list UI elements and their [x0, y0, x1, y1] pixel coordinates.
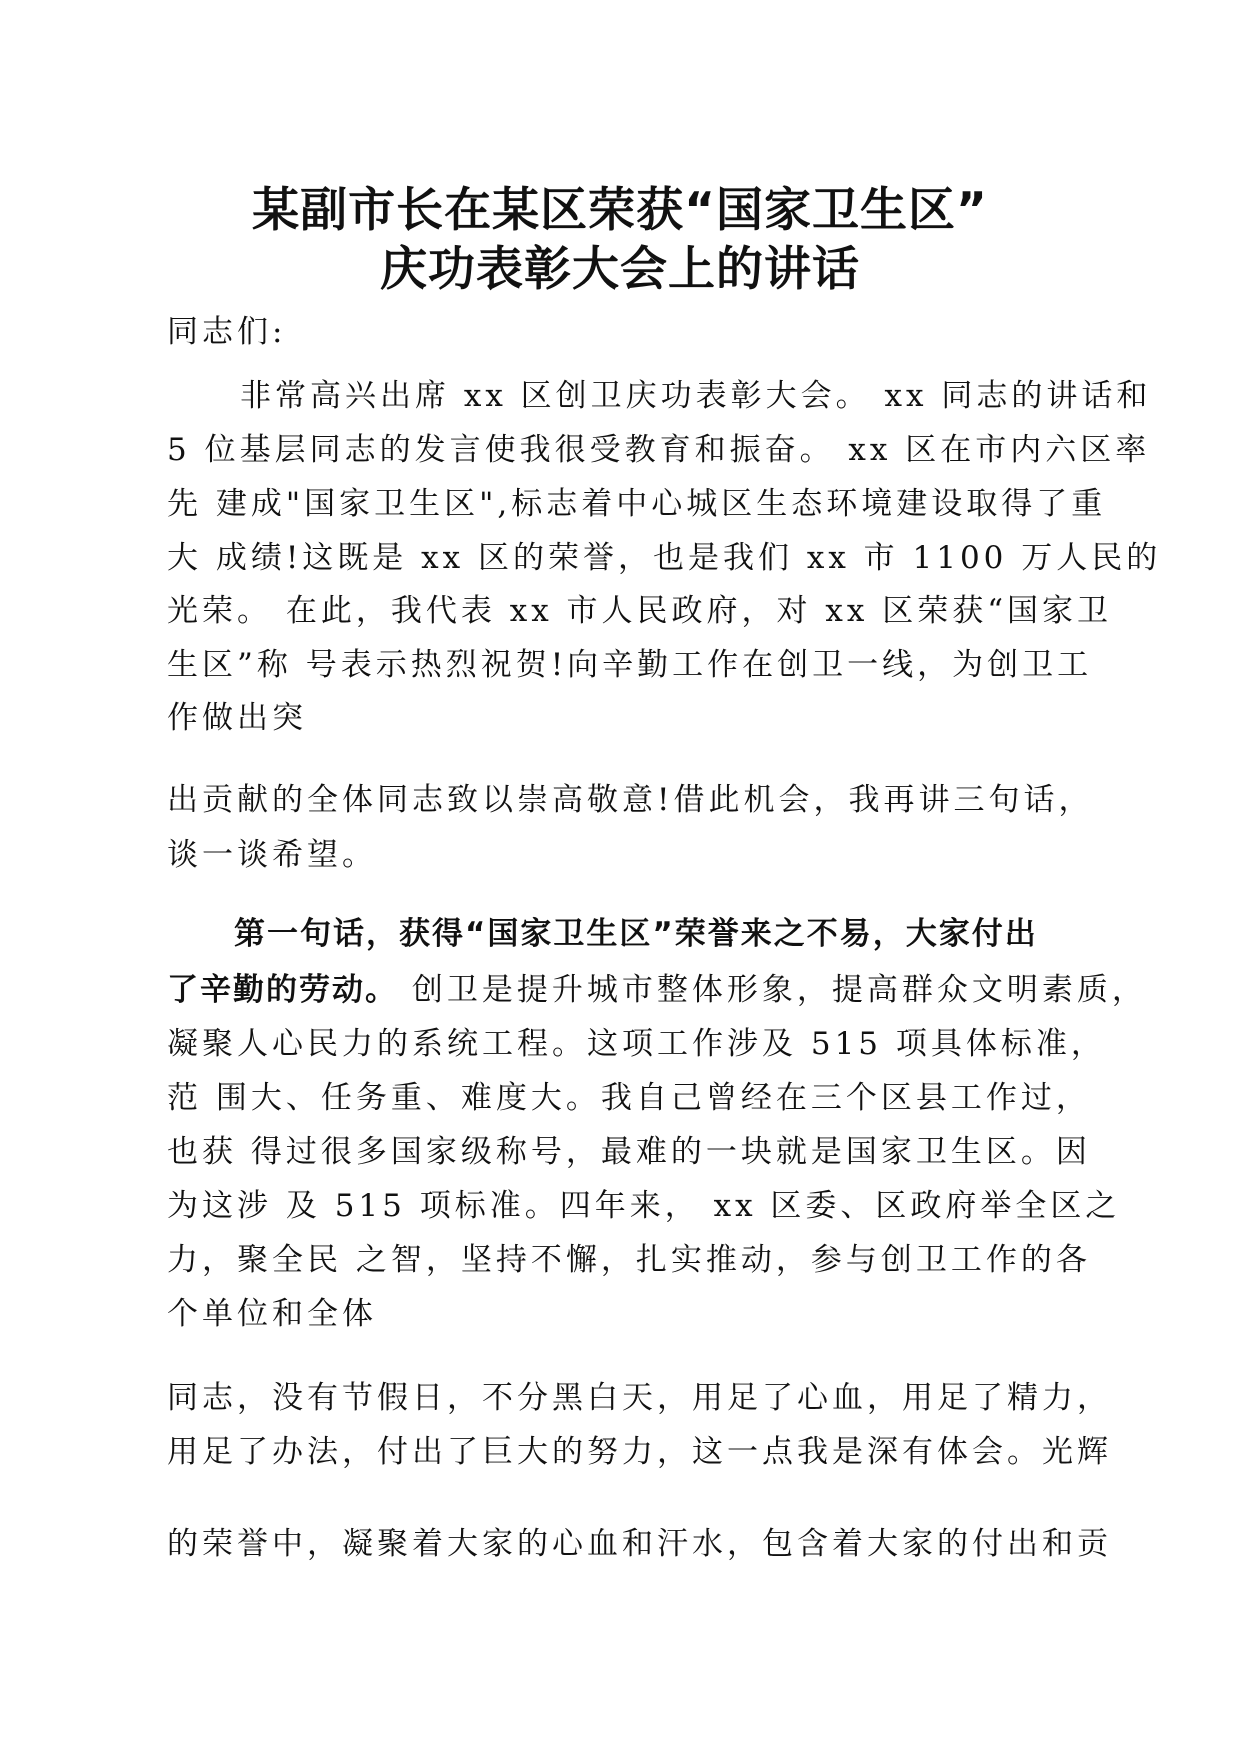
section-heading-line-2: 了辛勤的劳动。: [167, 972, 398, 1008]
salutation: 同志们:: [167, 314, 287, 350]
paragraph-3-line: 力，聚全民 之智，坚持不懈，扎实推动，参与创卫工作的各: [167, 1242, 1091, 1278]
paragraph-1-line: 生区”称 号表示热烈祝贺!向辛勤工作在创卫一线，为创卫工: [167, 647, 1093, 683]
paragraph-3-line: 凝聚人心民力的系统工程。这项工作涉及 515 项具体标准，: [167, 1026, 1106, 1062]
paragraph-1-line: 5 位基层同志的发言使我很受教育和振奋。 xx 区在市内六区率: [167, 432, 1151, 468]
paragraph-2-line: 谈一谈希望。: [167, 837, 377, 873]
paragraph-3-line: 范 围大、任务重、难度大。我自己曾经在三个区县工作过，: [167, 1080, 1091, 1116]
paragraph-3-line: 也获 得过很多国家级称号，最难的一块就是国家卫生区。因: [167, 1134, 1091, 1170]
paragraph-3-text: 创卫是提升城市整体形象，提高群众文明素质，: [398, 972, 1147, 1008]
paragraph-2-line: 出贡献的全体同志致以崇高敬意!借此机会，我再讲三句话，: [167, 782, 1094, 818]
paragraph-4-line: 用足了办法，付出了巨大的努力，这一点我是深有体会。光辉: [167, 1434, 1112, 1470]
paragraph-3-line: [167, 970, 1147, 1010]
paragraph-1-line: 光荣。 在此，我代表 xx 市人民政府，对 xx 区荣获“国家卫: [167, 593, 1113, 629]
paragraph-1-line: 先 建成"国家卫生区",标志着中心城区生态环境建设取得了重: [167, 486, 1107, 522]
paragraph-1-line: 大 成绩!这既是 xx 区的荣誉，也是我们 xx 市 1100 万人民的: [167, 540, 1162, 576]
paragraph-3-line: 个单位和全体: [167, 1296, 377, 1332]
section-heading-line-1: 第一句话，获得“国家卫生区”荣誉来之不易，大家付出: [234, 916, 1038, 952]
paragraph-5-line: 的荣誉中，凝聚着大家的心血和汗水，包含着大家的付出和贡: [167, 1526, 1112, 1562]
title-line-2: 庆功表彰大会上的讲话: [380, 242, 860, 297]
paragraph-4-line: 同志，没有节假日，不分黑白天，用足了心血，用足了精力，: [167, 1380, 1112, 1416]
title-line-1: 某副市长在某区荣获“国家卫生区”: [252, 183, 988, 238]
paragraph-1-line: 作做出突: [167, 700, 307, 736]
paragraph-1-line: 非常高兴出席 xx 区创卫庆功表彰大会。 xx 同志的讲话和: [240, 378, 1152, 414]
paragraph-3-line: 为这涉 及 515 项标准。四年来， xx 区委、区政府举全区之: [167, 1188, 1121, 1224]
